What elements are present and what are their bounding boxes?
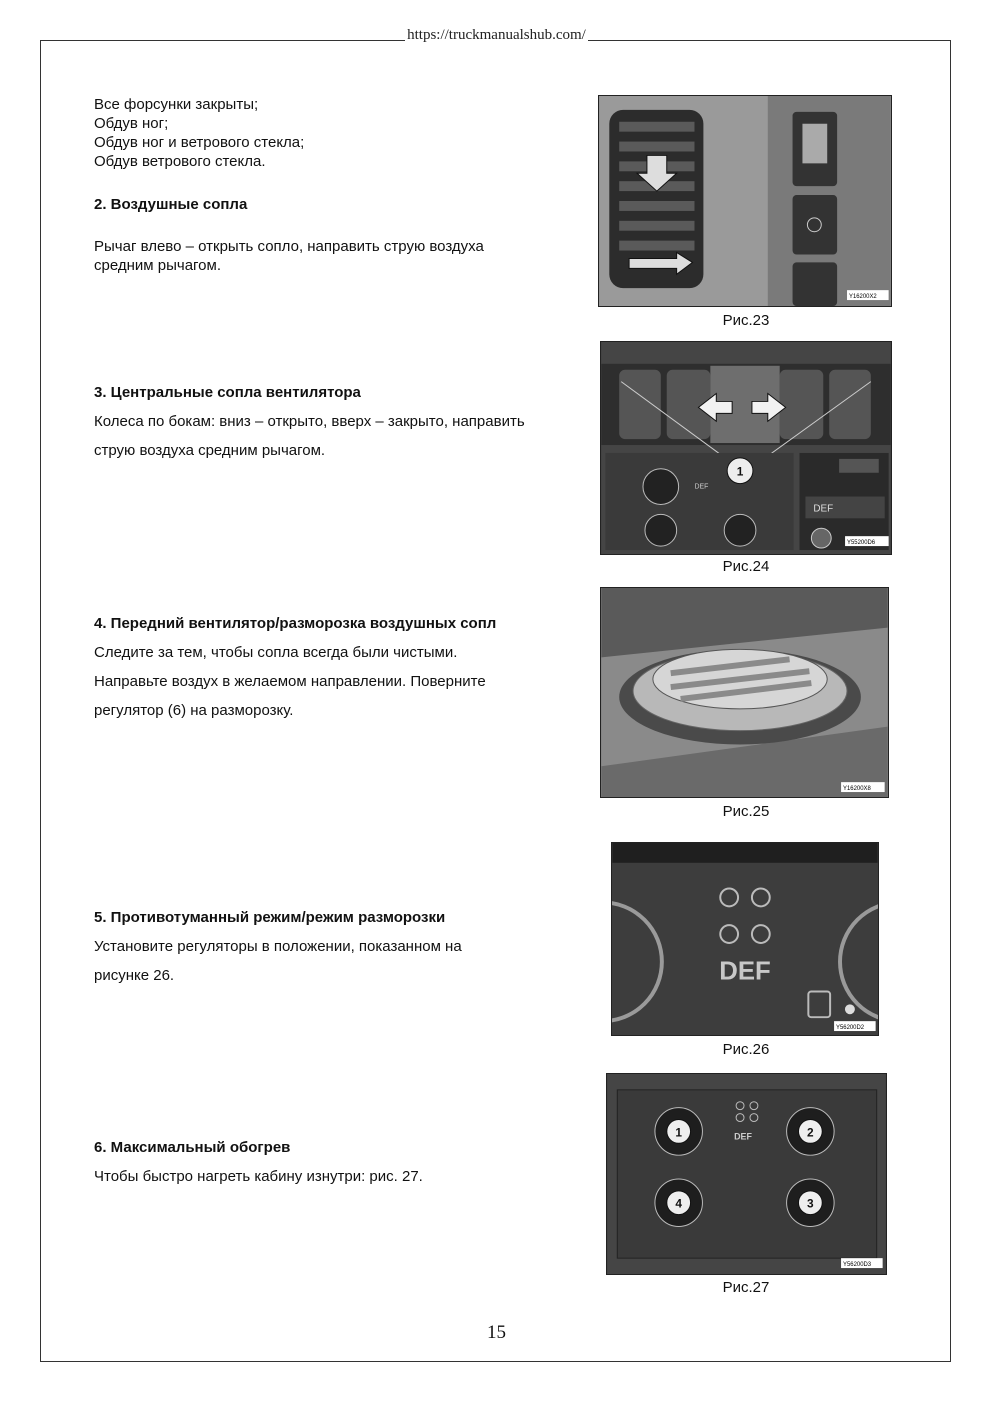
section-title: 6. Максимальный обогрев — [94, 1139, 291, 1156]
figure-24-dashboard-panel — [600, 341, 892, 555]
section-line: Чтобы быстро нагреть кабину изнутри: рис. 27. — [94, 1168, 423, 1185]
figure-25-defrost-nozzle — [600, 587, 889, 798]
figure-label: DEF — [813, 503, 834, 515]
section-line: Направьте воздух в желаемом направлении. Поверните — [94, 673, 486, 690]
figure-label: DEF — [719, 957, 771, 986]
intro-line: Обдув ветрового стекла. — [94, 153, 266, 170]
section-line: средним рычагом. — [94, 257, 221, 274]
intro-line: Обдув ног; — [94, 115, 169, 132]
figure-caption: Рис.27 — [722, 1279, 770, 1296]
intro-line: Обдув ног и ветрового стекла; — [94, 134, 305, 151]
figure-code: Y16200X2 — [849, 294, 877, 301]
section-title: 2. Воздушные сопла — [94, 196, 248, 213]
figure-code: Y56200D2 — [836, 1025, 865, 1032]
figure-label: 1 — [736, 464, 744, 479]
figure-label: 1 — [675, 1125, 682, 1140]
header-url[interactable]: https://truckmanualshub.com/ — [407, 27, 586, 43]
intro-line: Все форсунки закрыты; — [94, 96, 259, 113]
figure-label: DEF — [694, 483, 709, 491]
section-line: регулятор (6) на разморозку. — [94, 702, 294, 719]
figure-23-air-vent — [598, 95, 892, 307]
figure-label: DEF — [734, 1131, 752, 1142]
figure-caption: Рис.25 — [722, 803, 770, 820]
page-number: 15 — [487, 1322, 506, 1343]
intro-list — [94, 95, 594, 171]
figure-26-def-panel — [611, 842, 879, 1036]
figure-caption: Рис.26 — [722, 1041, 770, 1058]
figure-code: Y55200D6 — [847, 540, 876, 547]
figure-caption: Рис.24 — [722, 558, 770, 575]
section-line: струю воздуха средним рычагом. — [94, 442, 326, 459]
figure-code: Y56200D3 — [843, 1262, 872, 1269]
section-central-nozzles — [94, 378, 594, 465]
section-air-nozzles — [94, 195, 594, 275]
section-front-fan — [94, 609, 594, 725]
section-title: 3. Центральные сопла вентилятора — [94, 384, 361, 401]
figure-label: 2 — [807, 1125, 814, 1140]
figure-code: Y16200X8 — [843, 786, 871, 793]
section-max-heat — [94, 1133, 594, 1191]
section-line: рисунке 26. — [94, 967, 175, 984]
section-line: Установите регуляторы в положении, показанном на — [94, 938, 462, 955]
section-line: Колеса по бокам: вниз – открыто, вверх – закрыто, направить — [94, 413, 525, 430]
figure-label: 3 — [807, 1196, 814, 1211]
section-title: 4. Передний вентилятор/разморозка воздушных сопл — [94, 615, 497, 632]
section-line: Рычаг влево – открыть сопло, направить струю воздуха — [94, 238, 484, 255]
figure-label: 4 — [675, 1196, 682, 1211]
section-fog-defrost — [94, 903, 594, 990]
figure-27-heater-controls — [606, 1073, 887, 1275]
section-line: Следите за тем, чтобы сопла всегда были чистыми. — [94, 644, 458, 661]
figure-caption: Рис.23 — [722, 312, 770, 329]
section-title: 5. Противотуманный режим/режим разморозки — [94, 909, 446, 926]
